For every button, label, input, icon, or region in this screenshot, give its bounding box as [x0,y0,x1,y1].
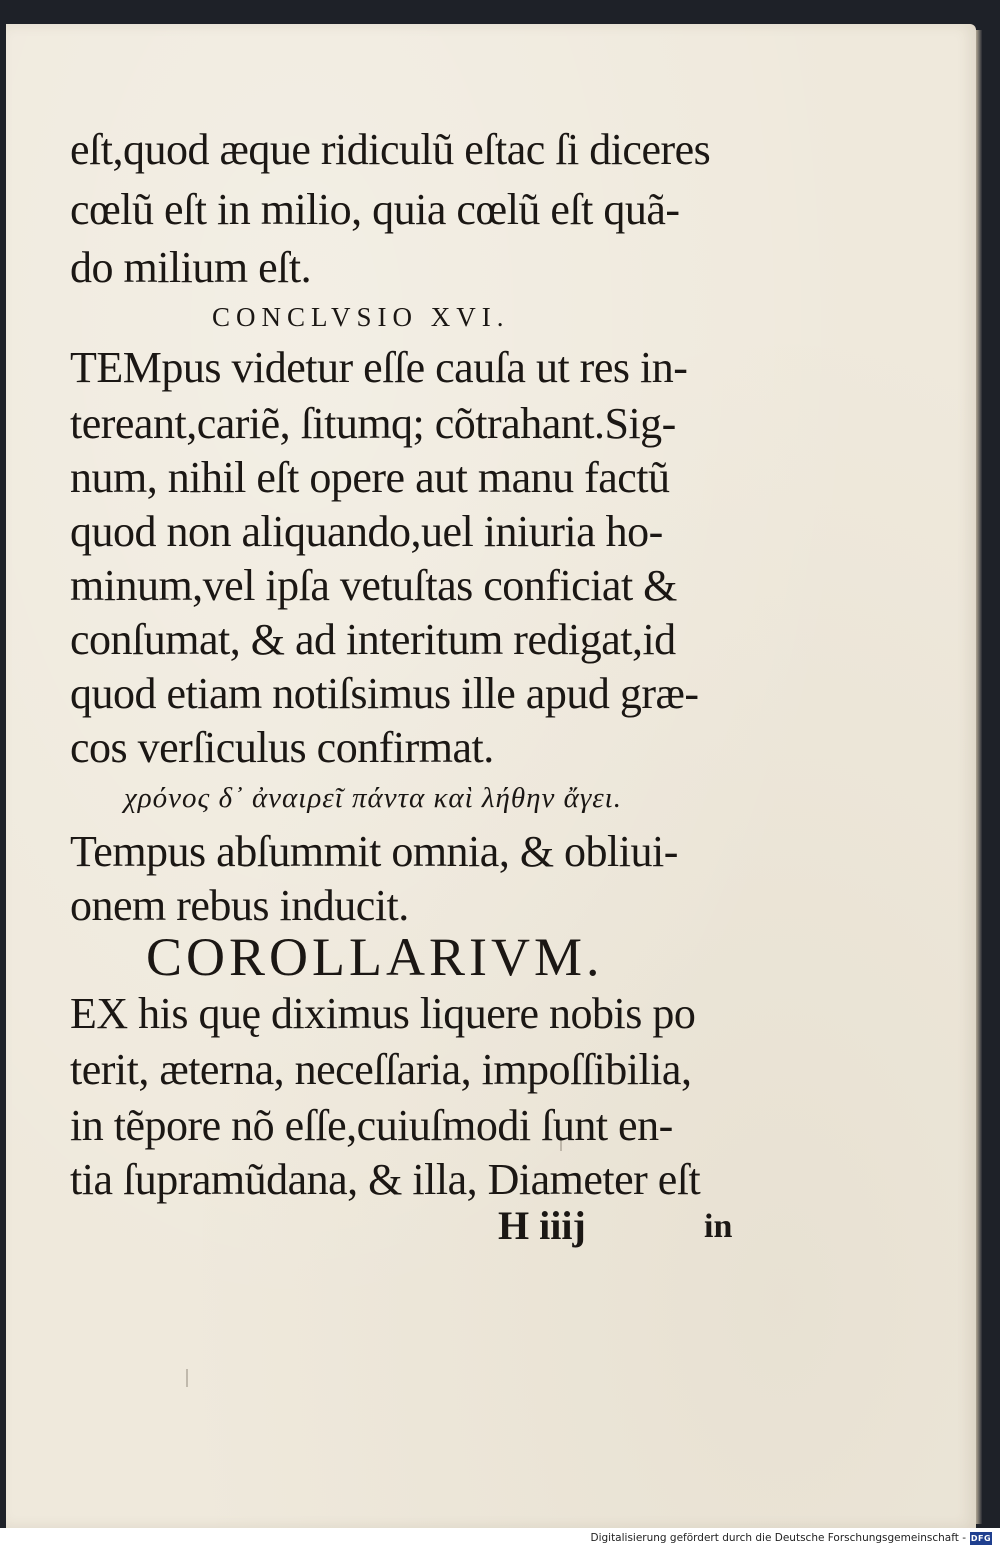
text-line: cœlũ eſt in milio, quia cœlũ eſt quã- [70,185,680,234]
text-line: TEMpus videtur eſſe cauſa ut res in- [70,343,688,392]
paper-mark [186,1369,188,1387]
corollary-heading: COROLLARIVM. [146,927,604,987]
text-line: onem rebus inducit. [70,881,409,930]
text-line: quod etiam notiſsimus ille apud græ- [70,669,699,718]
text-line: do milium eſt. [70,243,312,292]
footer-bar [0,1528,1000,1550]
dfg-logo-icon: DFG [970,1534,992,1543]
text-line: quod non aliquando,uel iniuria ho- [70,507,663,556]
funding-notice: Digitalisierung gefördert durch die Deutsche Forschungsgemeinschaft - [590,1532,966,1544]
text-line: eſt,quod æque ridiculũ eſtac ſi diceres [70,125,711,174]
text-line: tia ſupramũdana, & illa, Diameter eſt [70,1155,701,1204]
section-heading: CONCLVSIO XVI. [212,302,510,332]
text-line: cos verſiculus confirmat. [70,723,494,772]
text-line: EX his quę diximus liquere nobis po [70,989,696,1038]
signature-mark: H iiij [498,1203,586,1248]
catchword: in [704,1208,733,1245]
text-line: conſumat, & ad interitum redigat,id [70,615,676,664]
text-line: minum,vel ipſa vetuſtas conficiat & [70,561,677,610]
text-line: tereant,cariẽ, ſitumq; cõtrahant.Sig- [70,399,676,448]
text-line: terit, æterna, neceſſaria, impoſſibilia, [70,1045,692,1094]
greek-verse: χρόνος δ᾽ ἀναιρεῖ πάντα καὶ λήθην ἄγει. [124,782,622,814]
text-line: num, nihil eſt opere aut manu factũ [70,453,670,502]
text-line: Tempus abſummit omnia, & obliui- [70,827,678,876]
text-line: in tẽpore nõ eſſe,cuiuſmodi ſunt en- [70,1101,673,1150]
